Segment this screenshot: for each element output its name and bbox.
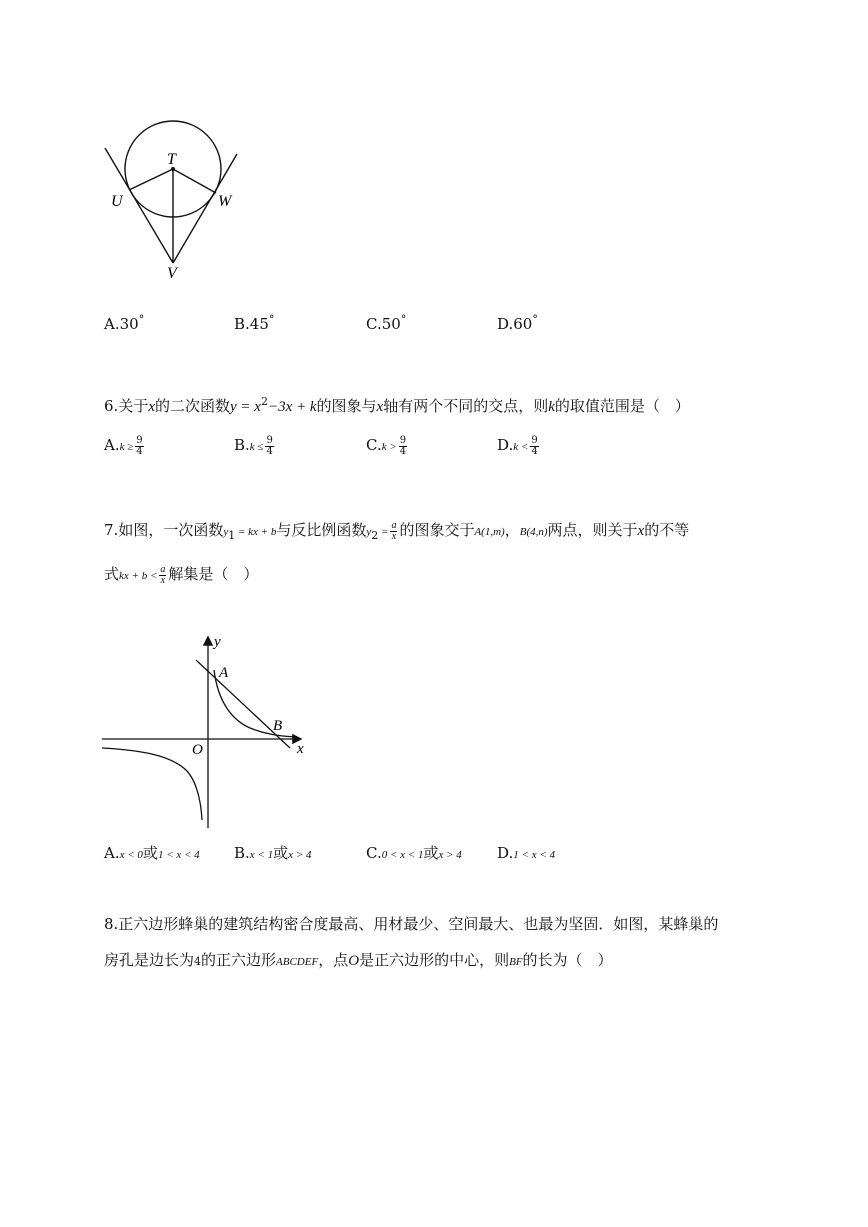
- point-label-b: B: [273, 718, 283, 734]
- circle-tangent-diagram: [98, 118, 248, 288]
- radius-tw: [173, 169, 216, 193]
- q7-option-c: C.0 < x < 1或x > 4: [366, 844, 462, 862]
- function-graph: [100, 630, 315, 830]
- q7-stem-line2: 式kx + b < $\frac{a}{x}$ 解集是（ ）: [104, 563, 259, 586]
- label-w: W: [218, 193, 232, 210]
- q7-option-a: A.x < 0或1 < x < 4: [104, 844, 200, 862]
- q5-option-a: A.30°: [104, 313, 145, 333]
- q6-option-c: C.k > $\frac{9}{4}$: [366, 434, 407, 457]
- point-label-a: A: [219, 665, 229, 681]
- origin-label: O: [192, 742, 203, 758]
- label-t: T: [167, 151, 176, 168]
- q6-option-b: B.k ≤ $\frac{9}{4}$: [234, 434, 273, 457]
- hyperbola-branch-third-quadrant: [102, 748, 202, 820]
- q8-stem-line1: 8.正六边形蜂巢的建筑结构密合度最高、用材最少、空间最大、也最为坚固．如图，某蜂巢的: [104, 915, 719, 933]
- q5-option-b: B.45°: [234, 313, 275, 333]
- q6-option-d: D.k < $\frac{9}{4}$: [497, 434, 538, 457]
- q7-option-b: B.x < 1或x > 4: [234, 844, 312, 862]
- q7-stem-line1: 7.如图，一次函数$y_1$ = kx + b与反比例函数$y_2$ = $\frac{a}{x}$ 的图象交于A(1,m)，B(4,n)两点，则关于x的不等: [104, 519, 690, 542]
- q5-option-c: C.50°: [366, 313, 407, 333]
- q6-stem: 6.关于x的二次函数$y = x^2-3x + k$的图象与x轴有两个不同的交点，则k的取值范围是（ ）: [104, 395, 690, 415]
- q6-option-a: A.k ≥ $\frac{9}{4}$: [104, 434, 143, 457]
- radius-tu: [129, 169, 173, 190]
- q8-stem-line2: 房孔是边长为4的正六边形ABCDEF，点O是正六边形的中心，则BF的长为（ ）: [104, 951, 613, 969]
- axis-label-x: x: [297, 741, 304, 757]
- q7-option-d: D.1 < x < 4: [497, 844, 555, 862]
- axis-label-y: y: [214, 634, 221, 650]
- q5-option-d: D.60°: [497, 313, 538, 333]
- label-v: V: [167, 265, 177, 282]
- label-u: U: [111, 193, 123, 210]
